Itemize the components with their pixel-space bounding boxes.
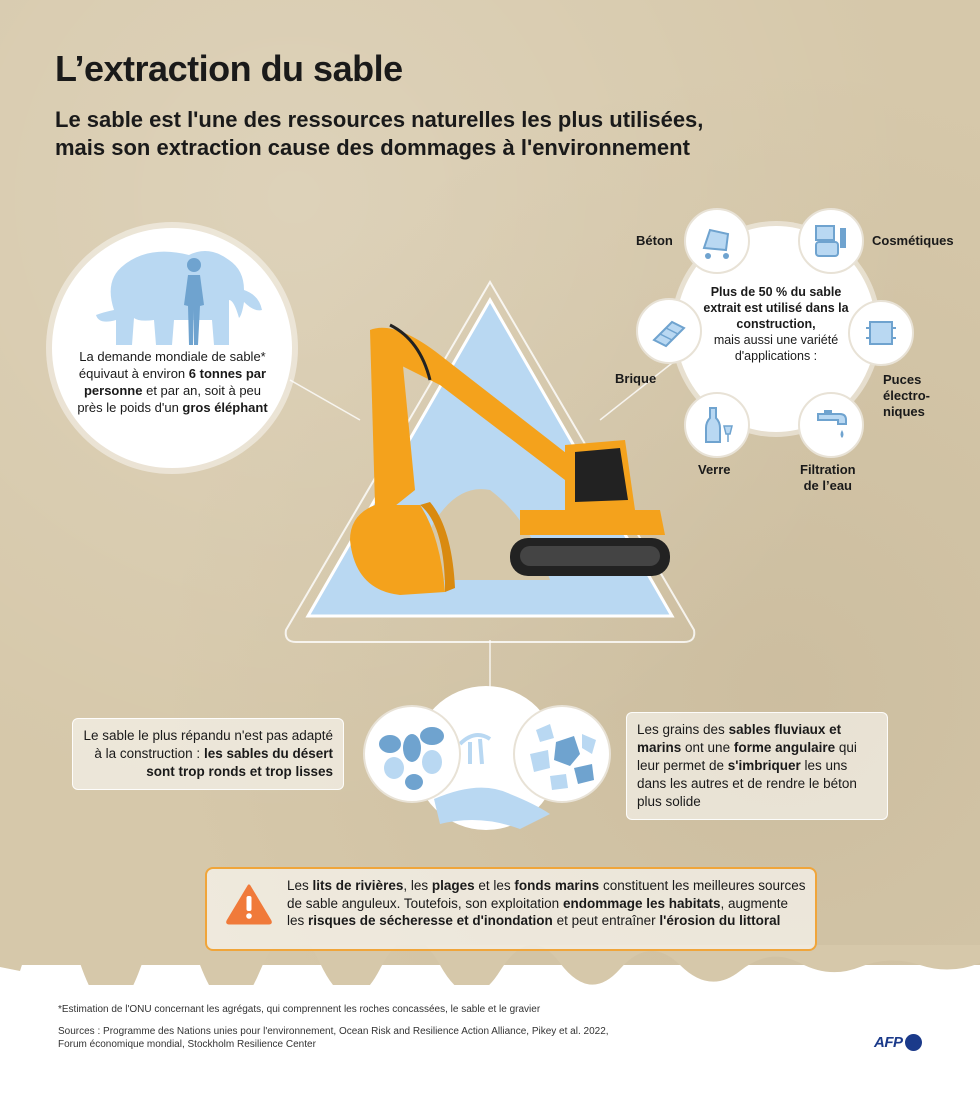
label-beton: Béton — [636, 233, 673, 248]
afp-logo — [874, 1032, 922, 1052]
microchip-icon — [848, 300, 914, 366]
footnote: *Estimation de l'ONU concernant les agrégats, qui comprennent les roches concassées, le sable et le gravier — [58, 1004, 541, 1015]
label-cosmetiques: Cosmétiques — [872, 233, 954, 248]
sources: Sources : Programme des Nations unies pour l'environnement, Ocean Risk and Resilience Action Alliance, Pikey et al. 2022, Forum économique mondial, Stockholm Resilience Center — [58, 1026, 609, 1050]
sand-grains-illustration — [360, 684, 612, 834]
warning-text: Les lits de rivières, les plages et les fonds marins constituent les meilleures sources de sable anguleux. Toutefois, son exploitation endommage les habitats, augmente les risques de sécheresse et d'inondation et peut entraîner l'érosion du littoral — [287, 878, 806, 928]
elephant-description: La demande mondiale de sable* équivaut à environ 6 tonnes par personne et par an, soit à peu près le poids d'un gros éléphant — [77, 349, 268, 415]
subtitle-line-2: mais son extraction cause des dommages à l'environnement — [55, 135, 690, 160]
glass-bottle-icon — [684, 392, 750, 458]
page-title: L’extraction du sable — [55, 48, 403, 89]
label-puces: Puces électro- niques — [883, 372, 930, 419]
cosmetics-icon — [798, 208, 864, 274]
subtitle-line-1: Le sable est l'une des ressources naturelles les plus utilisées, — [55, 107, 704, 132]
river-sand-note: Les grains des sables fluviaux et marins ont une forme angulaire qui leur permet de s'imbriquer les uns dans les autres et de rendre le béton plus solide — [626, 712, 888, 820]
warning-box — [205, 867, 817, 951]
afp-logo-dot — [905, 1034, 922, 1051]
warning-icon — [225, 883, 273, 925]
elephant-icon — [94, 240, 264, 350]
label-brique: Brique — [615, 371, 657, 386]
desert-sand-note: Le sable le plus répandu n'est pas adapté à la construction : les sables du désert sont trop ronds et trop lisses — [72, 718, 344, 790]
water-tap-icon — [798, 392, 864, 458]
label-verre: Verre — [698, 462, 731, 477]
applications-description: Plus de 50 % du sable extrait est utilisé dans la construction, mais aussi une variété d'applications : — [703, 285, 849, 363]
elephant-circle — [52, 228, 292, 468]
label-filtration: Filtration de l’eau — [800, 462, 856, 493]
brick-icon — [636, 298, 702, 364]
afp-logo-text: AFP — [874, 1033, 903, 1051]
cement-mixer-icon — [684, 208, 750, 274]
